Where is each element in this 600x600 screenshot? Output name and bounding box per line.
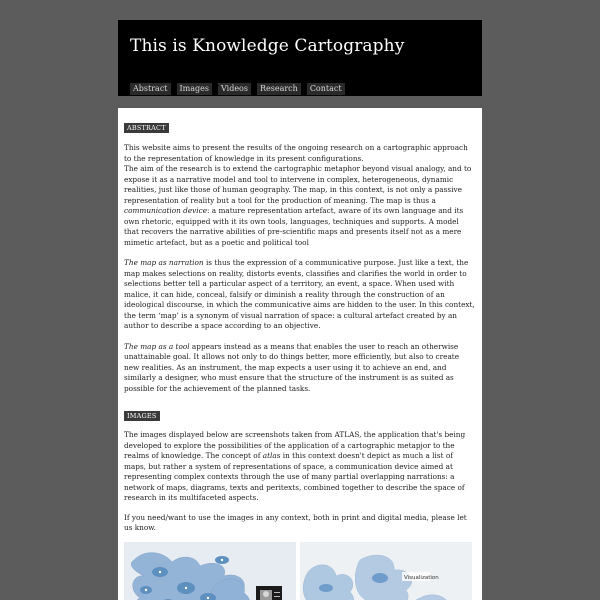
knowledge-map-graphic: [300, 542, 472, 600]
images-p1-emph: atlas: [262, 451, 281, 460]
nav-contact[interactable]: Contact: [307, 83, 345, 95]
abstract-p3-emph: The map as a tool: [124, 341, 190, 351]
main-nav: [130, 83, 345, 95]
images-p1-start: The images displayed below are screenshots taken from ATLAS, the application that's being developed to explore the possibilities of the application of a cartographic metapjor to the realms of knowledge. The concept of: [124, 430, 466, 460]
nav-videos[interactable]: Videos: [218, 83, 251, 95]
abstract-p3-text: appears instead as a means that enables the user to reach an otherwise unattainable goal. It allows not only to do things better, more efficiently, but also to create new realities. As an instrument, the map expects a user using it to achieve an end, and similarly a designer, who must ensure that the structure of the instrument is as suited as possible for the achievement of the planned tasks.: [124, 341, 460, 393]
abstract-p1-emph: communication device: [124, 206, 208, 215]
site-title[interactable]: This is Knowledge Cartography: [130, 36, 405, 56]
atlas-screenshot-2[interactable]: [300, 542, 472, 600]
section-label-images: IMAGES: [124, 411, 160, 421]
atlas-screenshot-1[interactable]: [124, 542, 296, 600]
content-panel: [118, 108, 482, 600]
abstract-paragraph-3: [124, 342, 476, 395]
images-p1-end: in this context doesn't depict as much a list of maps, but rather a system of representations of space, a communication device aimed at representing complex contexts through the use of many partial overlapping narrations: a network of maps, diagrams, texts and peritexts, combined together to describe the space of research in its multifaceted aspects.: [124, 451, 465, 502]
abstract-p1-aim: The aim of the research is to extend the cartographic metaphor beyond visual analogy, and to expose it as a narrative model and tool to intervene in complex, heterogeneous, dynamic realities, just like those of human geography. The map, in this context, is not only a passive representation of reality but a tool for the production of meaning. The map is thus a: [124, 164, 472, 205]
images-paragraph-2: If you need/want to use the images in any context, both in print and digital media, please let us know.: [124, 512, 467, 532]
section-label-abstract: ABSTRACT: [124, 123, 169, 133]
abstract-p1-end: : a mature representation artefact, aware of its own language and its own rhetoric, equipped with it its own tools, languages, techniques and supports. A model that recovers the narrative abilities of pre-scientific maps and presents itself not as a mere mimetic artefact, but as a poetic and political tool: [124, 206, 464, 247]
abstract-p2-emph: The map as narration: [124, 258, 204, 267]
abstract-paragraph-2: [124, 258, 476, 332]
abstract-paragraph-1: [124, 143, 476, 248]
nav-research[interactable]: Research: [257, 83, 301, 95]
nav-abstract[interactable]: Abstract: [130, 83, 171, 95]
nav-images[interactable]: Images: [177, 83, 212, 95]
map-caption: Visualization: [404, 574, 439, 581]
images-paragraph-1: [124, 430, 476, 504]
knowledge-map-graphic: [124, 542, 296, 600]
image-gallery: [124, 542, 476, 600]
abstract-p1-intro: This website aims to present the results of the ongoing research on a cartographic approach to the representation of knowledge in its present configurations.: [124, 143, 468, 163]
site-header: [118, 20, 482, 96]
abstract-p2-text: is thus the expression of a communicative purpose. Just like a text, the map makes selections on reality, distorts events, classifies and clarifies the world in order to selections better tell a particular aspect of a territory, an event, a space. When used with malice, it can hide, conceal, falsify or diminish a reality through the construction of an ideological discourse, in which the communicative aims are hidden to the user. In this context, the term ‘map’ is a synonym of visual narration of space: a cultural artefact created by an author to describe a space according to an objective.: [124, 258, 475, 330]
